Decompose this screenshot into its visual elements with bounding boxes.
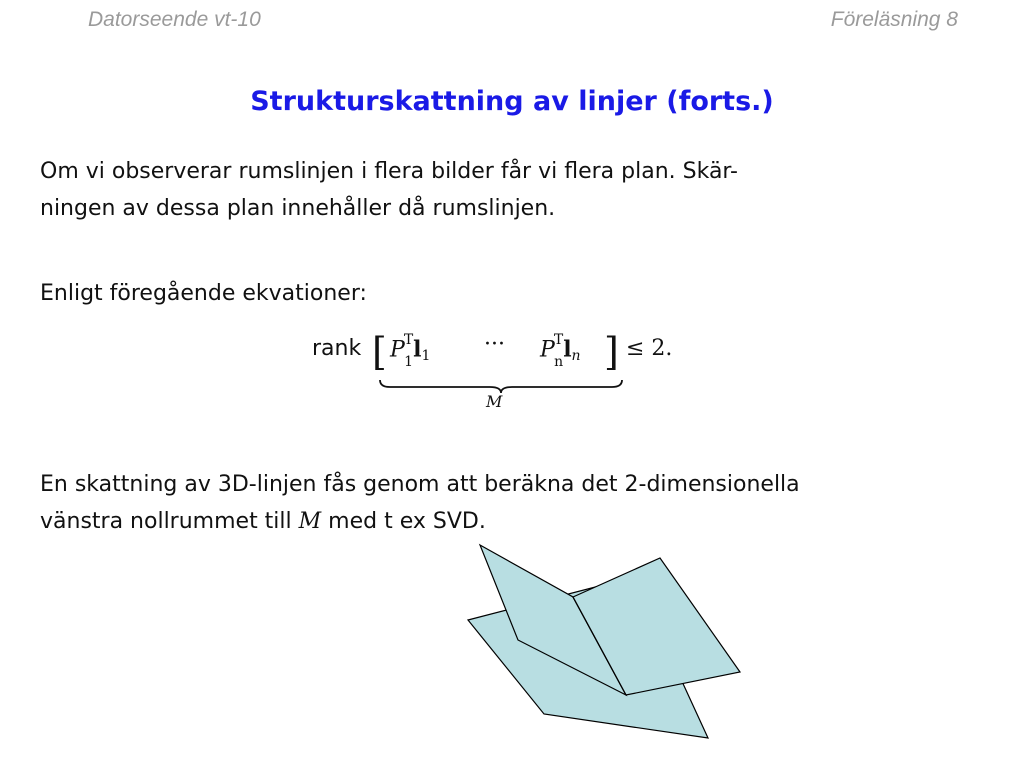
projection-symbol: P (540, 337, 555, 363)
rank-equation (0, 328, 1024, 418)
rank-label: rank (312, 336, 362, 361)
left-bracket: [ (372, 330, 387, 374)
paragraph-observation (40, 153, 1000, 227)
line-index: 1 (421, 348, 431, 365)
text-span: med t ex SVD. (321, 509, 486, 534)
transpose-mark: T (553, 332, 564, 348)
line-index: n (571, 348, 581, 365)
brace-label: M (486, 392, 503, 411)
paragraph-line: ningen av dessa plan innehåller då rumslinjen. (40, 196, 556, 221)
line-symbol: l (563, 336, 572, 363)
ellipsis: ··· (484, 332, 505, 357)
paragraph-line (40, 503, 1000, 540)
paragraph-equations-intro: Enligt föregående ekvationer: (40, 281, 367, 306)
projection-index: n (554, 353, 564, 370)
projection-index: 1 (404, 353, 414, 370)
transpose-mark: T (403, 332, 414, 348)
slide-title: Strukturskattning av linjer (forts.) (250, 86, 774, 117)
text-span: vänstra nollrummet till (40, 509, 299, 534)
line-symbol: l (413, 336, 422, 363)
inequality-rhs: ≤ 2. (626, 336, 673, 361)
lecture-header: Föreläsning 8 (830, 8, 958, 31)
paragraph-svd (40, 466, 1000, 540)
matrix-term-last (540, 332, 581, 370)
matrix-term-first (390, 332, 431, 370)
intersecting-planes-illustration (460, 540, 760, 745)
right-bracket: ] (604, 330, 619, 374)
course-header: Datorseende vt-10 (88, 8, 261, 31)
projection-symbol: P (390, 337, 405, 363)
paragraph-line: Om vi observerar rumslinjen i flera bilder får vi flera plan. Skär- (40, 159, 738, 184)
matrix-symbol: M (298, 509, 322, 534)
paragraph-line: En skattning av 3D-linjen fås genom att beräkna det 2-dimensionella (40, 472, 800, 497)
